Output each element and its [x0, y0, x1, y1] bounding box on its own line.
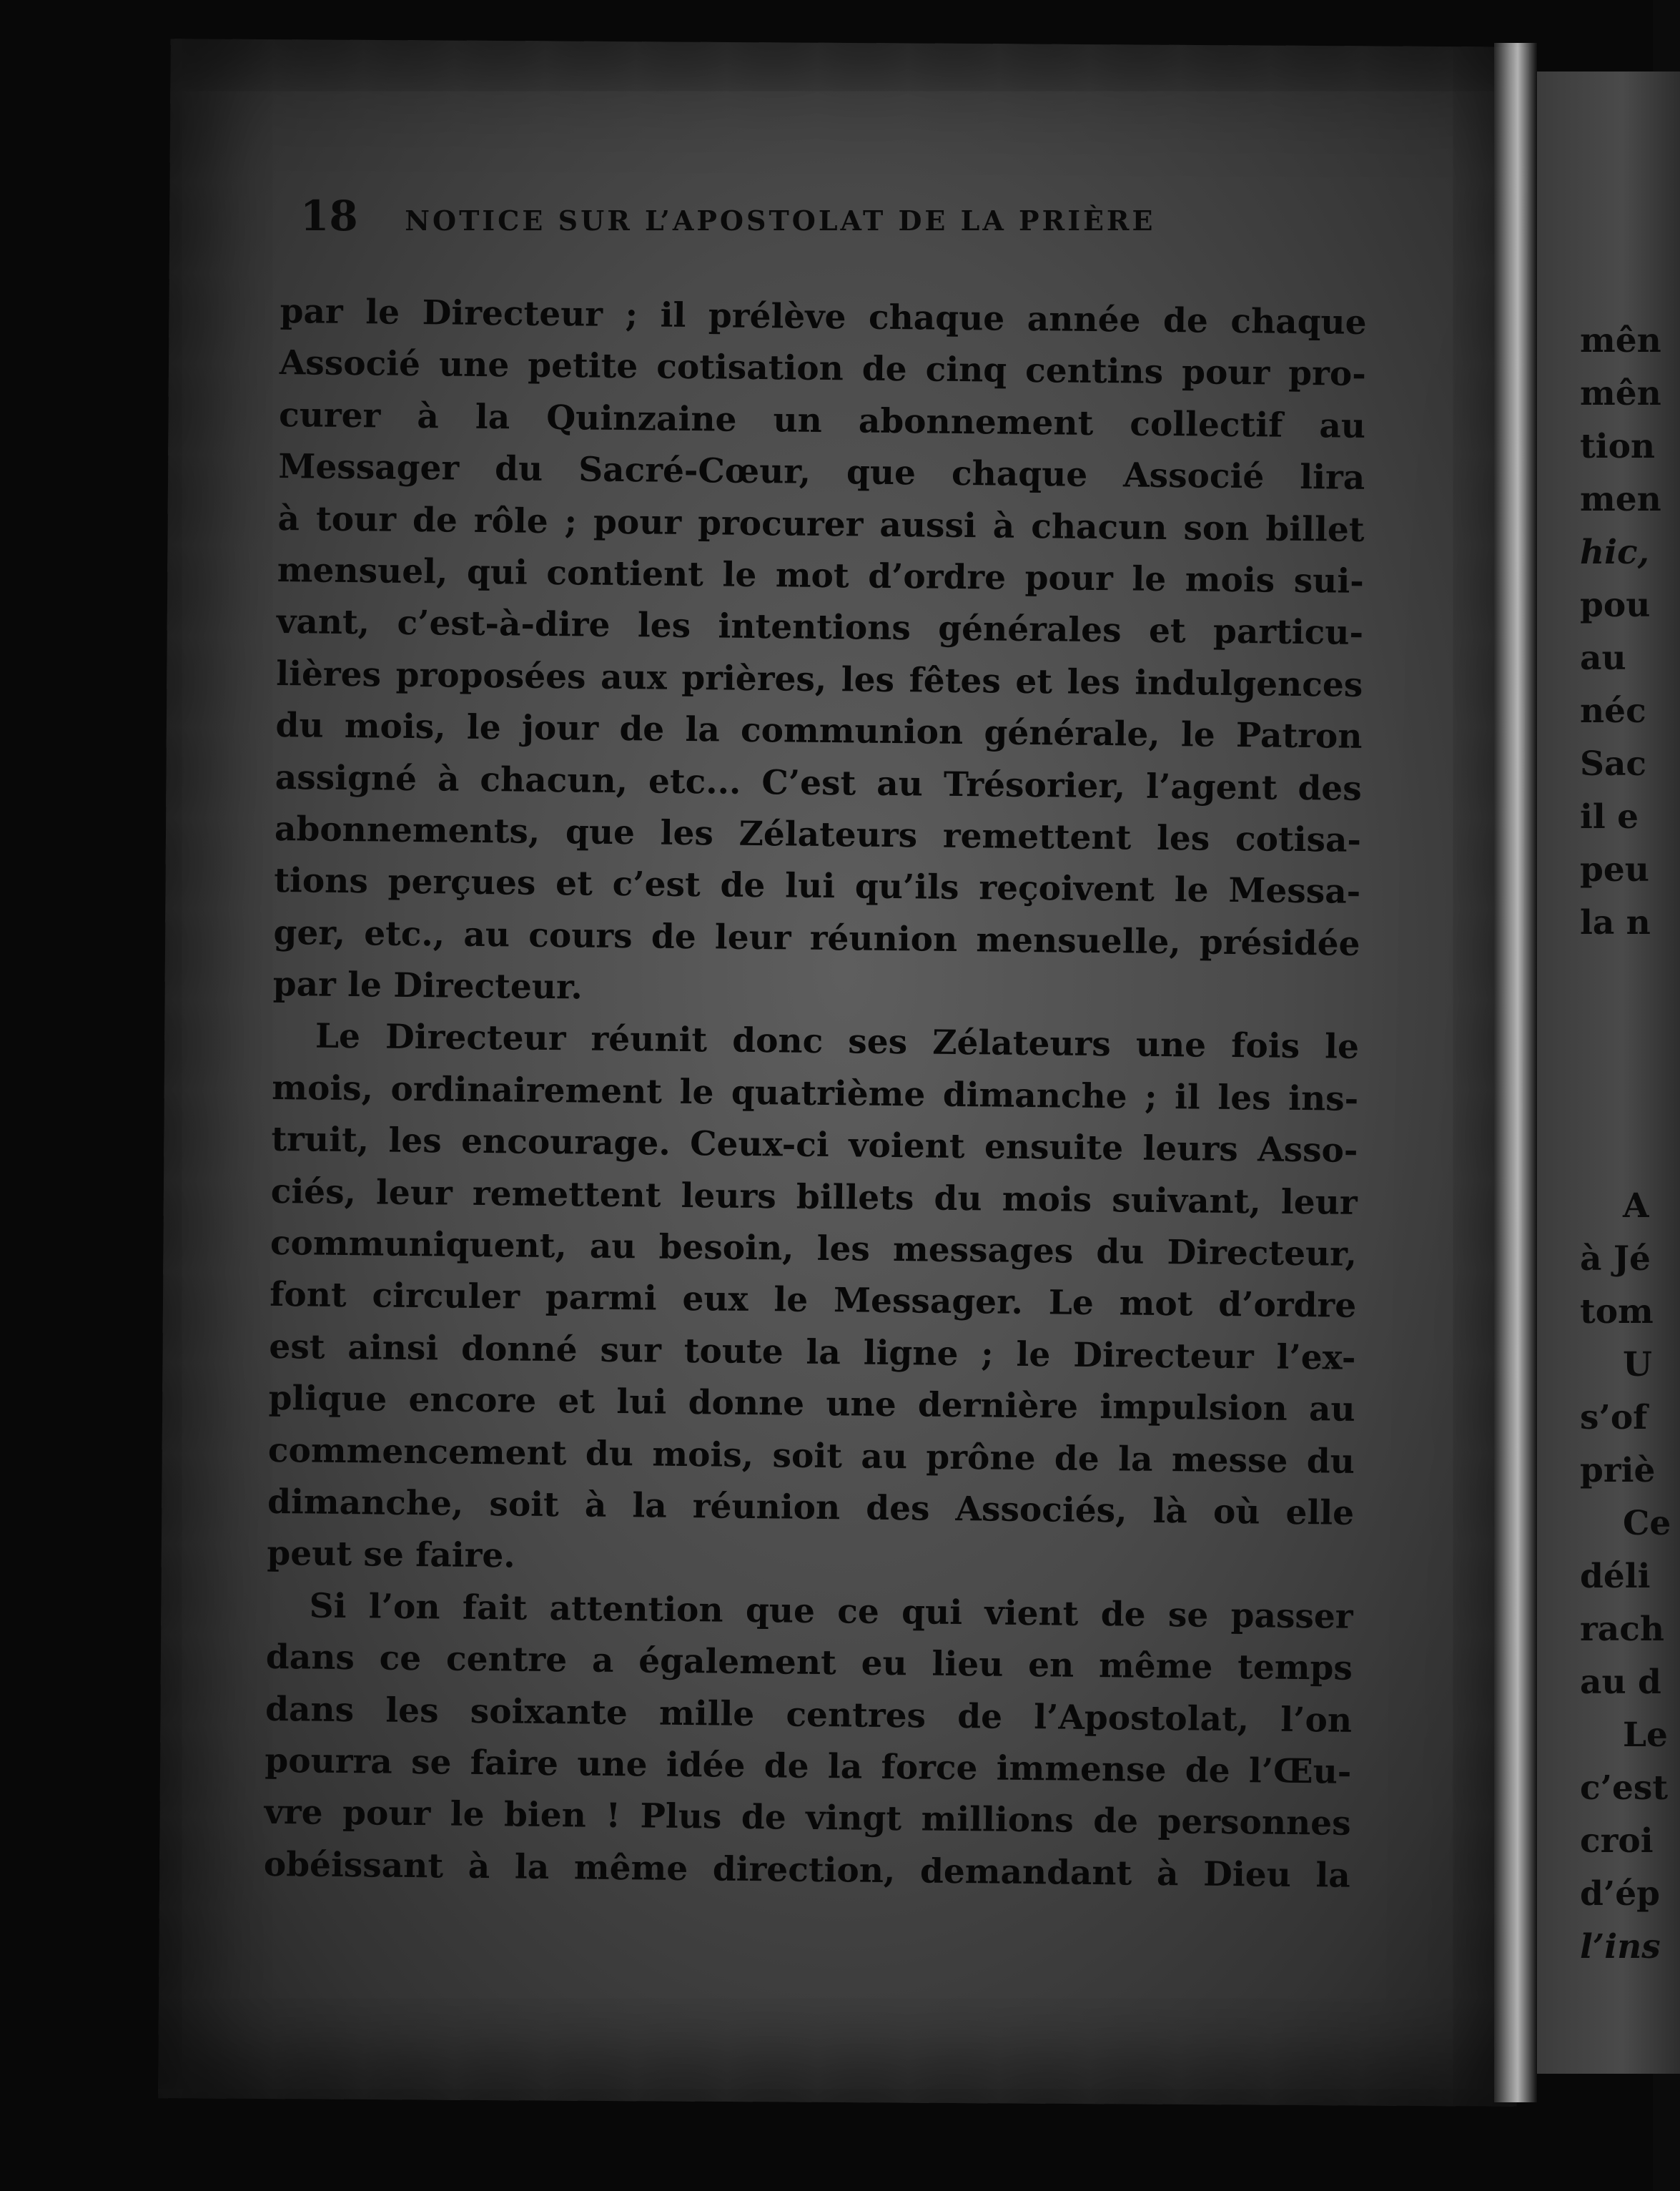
text-line: vre pour le bien ! Plus de vingt millions de personnes	[264, 1793, 1351, 1844]
text-line: communiquent, au besoin, les messages du Directeur,	[270, 1223, 1358, 1274]
text-line: ger, etc., au cours de leur réunion mensuelle, présidée	[273, 912, 1360, 964]
text-line: plique encore et lui donne une dernière impulsion au	[268, 1379, 1355, 1430]
facing-fragment: tion	[1580, 427, 1656, 466]
facing-fragment: déli	[1580, 1557, 1651, 1596]
text-line: Messager du Sacré-Cœur, que chaque Associé lira	[278, 447, 1365, 498]
facing-fragment: U	[1623, 1345, 1652, 1384]
facing-fragment: rach	[1580, 1610, 1665, 1649]
facing-fragment: au d	[1580, 1663, 1661, 1702]
facing-fragment: Ce	[1623, 1504, 1671, 1543]
facing-fragment: l’ins	[1580, 1927, 1661, 1966]
text-line: ciés, leur remettent leurs billets du mois suivant, leur	[270, 1171, 1358, 1223]
text-line: mois, ordinairement le quatrième dimanche ; il les ins-	[271, 1068, 1359, 1119]
text-line: peut se faire.	[267, 1534, 516, 1576]
facing-fragment: pou	[1580, 586, 1651, 625]
text-line: Associé une petite cotisation de cinq centins pour pro-	[279, 343, 1367, 395]
book-gutter	[1494, 43, 1537, 2102]
page-number: 18	[300, 192, 358, 240]
text-line: dans les soixante mille centres de l’Apostolat, l’on	[265, 1689, 1353, 1741]
facing-fragment: la n	[1580, 903, 1651, 942]
text-line: à tour de rôle ; pour procurer aussi à chacun son billet	[277, 498, 1365, 550]
text-line: truit, les encourage. Ceux-ci voient ensuite leurs Asso-	[271, 1120, 1358, 1171]
facing-page-text	[1580, 315, 1671, 1974]
text-line: vant, c’est-à-dire les intentions générales et particu-	[276, 602, 1364, 654]
paragraph-start-line: Si l’on fait attention que ce qui vient de se passer	[309, 1586, 1353, 1637]
facing-fragment: peu	[1580, 850, 1649, 890]
facing-gap	[1580, 950, 1671, 1180]
facing-fragment: Le	[1623, 1715, 1668, 1755]
facing-fragment: men	[1580, 480, 1661, 519]
running-head: NOTICE SUR L’APOSTOLAT DE LA PRIÈRE	[405, 205, 1156, 237]
facing-fragment: s’of	[1580, 1398, 1648, 1437]
paragraph-start-line: Le Directeur réunit donc ses Zélateurs une fois le	[315, 1017, 1360, 1068]
text-line: curer à la Quinzaine un abonnement collectif au	[278, 395, 1366, 446]
facing-fragment: A	[1623, 1186, 1649, 1226]
text-line: commencement du mois, soit au prône de la messe du	[267, 1430, 1355, 1482]
facing-fragment: d’ép	[1580, 1874, 1660, 1914]
text-line: mensuel, qui contient le mot d’ordre pour le mois sui-	[277, 550, 1365, 601]
facing-fragment: néc	[1580, 691, 1646, 731]
facing-fragment: priè	[1580, 1451, 1656, 1490]
text-line: est ainsi donné sur toute la ligne ; le Directeur l’ex-	[269, 1326, 1356, 1378]
facing-fragment: c’est	[1580, 1768, 1669, 1808]
text-line: obéissant à la même direction, demandant à Dieu la	[263, 1844, 1351, 1896]
facing-fragment: croi	[1580, 1821, 1654, 1861]
text-line: par le Directeur ; il prélève chaque année de chaque	[280, 291, 1367, 343]
facing-fragment: au	[1580, 639, 1626, 678]
text-line: du mois, le jour de la communion générale, le Patron	[275, 706, 1363, 757]
text-line: tions perçues et c’est de lui qu’ils reçoivent le Messa-	[274, 861, 1361, 912]
text-line: abonnements, que les Zélateurs remettent les cotisa-	[274, 809, 1362, 860]
facing-fragment: à Jé	[1580, 1239, 1651, 1279]
page-header	[300, 192, 1244, 240]
facing-fragment: tom	[1580, 1292, 1654, 1331]
text-line: font circuler parmi eux le Messager. Le mot d’ordre	[269, 1275, 1357, 1326]
body-text	[264, 286, 1367, 1902]
text-line: dans ce centre a également eu lieu en même temps	[265, 1638, 1353, 1688]
text-line: par le Directeur.	[272, 965, 583, 1008]
facing-fragment: hic,	[1580, 533, 1650, 572]
facing-fragment: il e	[1580, 797, 1639, 837]
facing-fragment: mên	[1580, 374, 1661, 413]
text-line: dimanche, soit à la réunion des Associés, là où elle	[267, 1482, 1355, 1533]
text-line: lières proposées aux prières, les fêtes et les indulgences	[276, 654, 1363, 705]
text-line: pourra se faire une idée de la force immense de l’Œu-	[265, 1741, 1352, 1792]
facing-fragment: mên	[1580, 321, 1661, 360]
facing-fragment: Sac	[1580, 744, 1647, 784]
text-line: assigné à chacun, etc... C’est au Trésorier, l’agent des	[275, 757, 1363, 809]
